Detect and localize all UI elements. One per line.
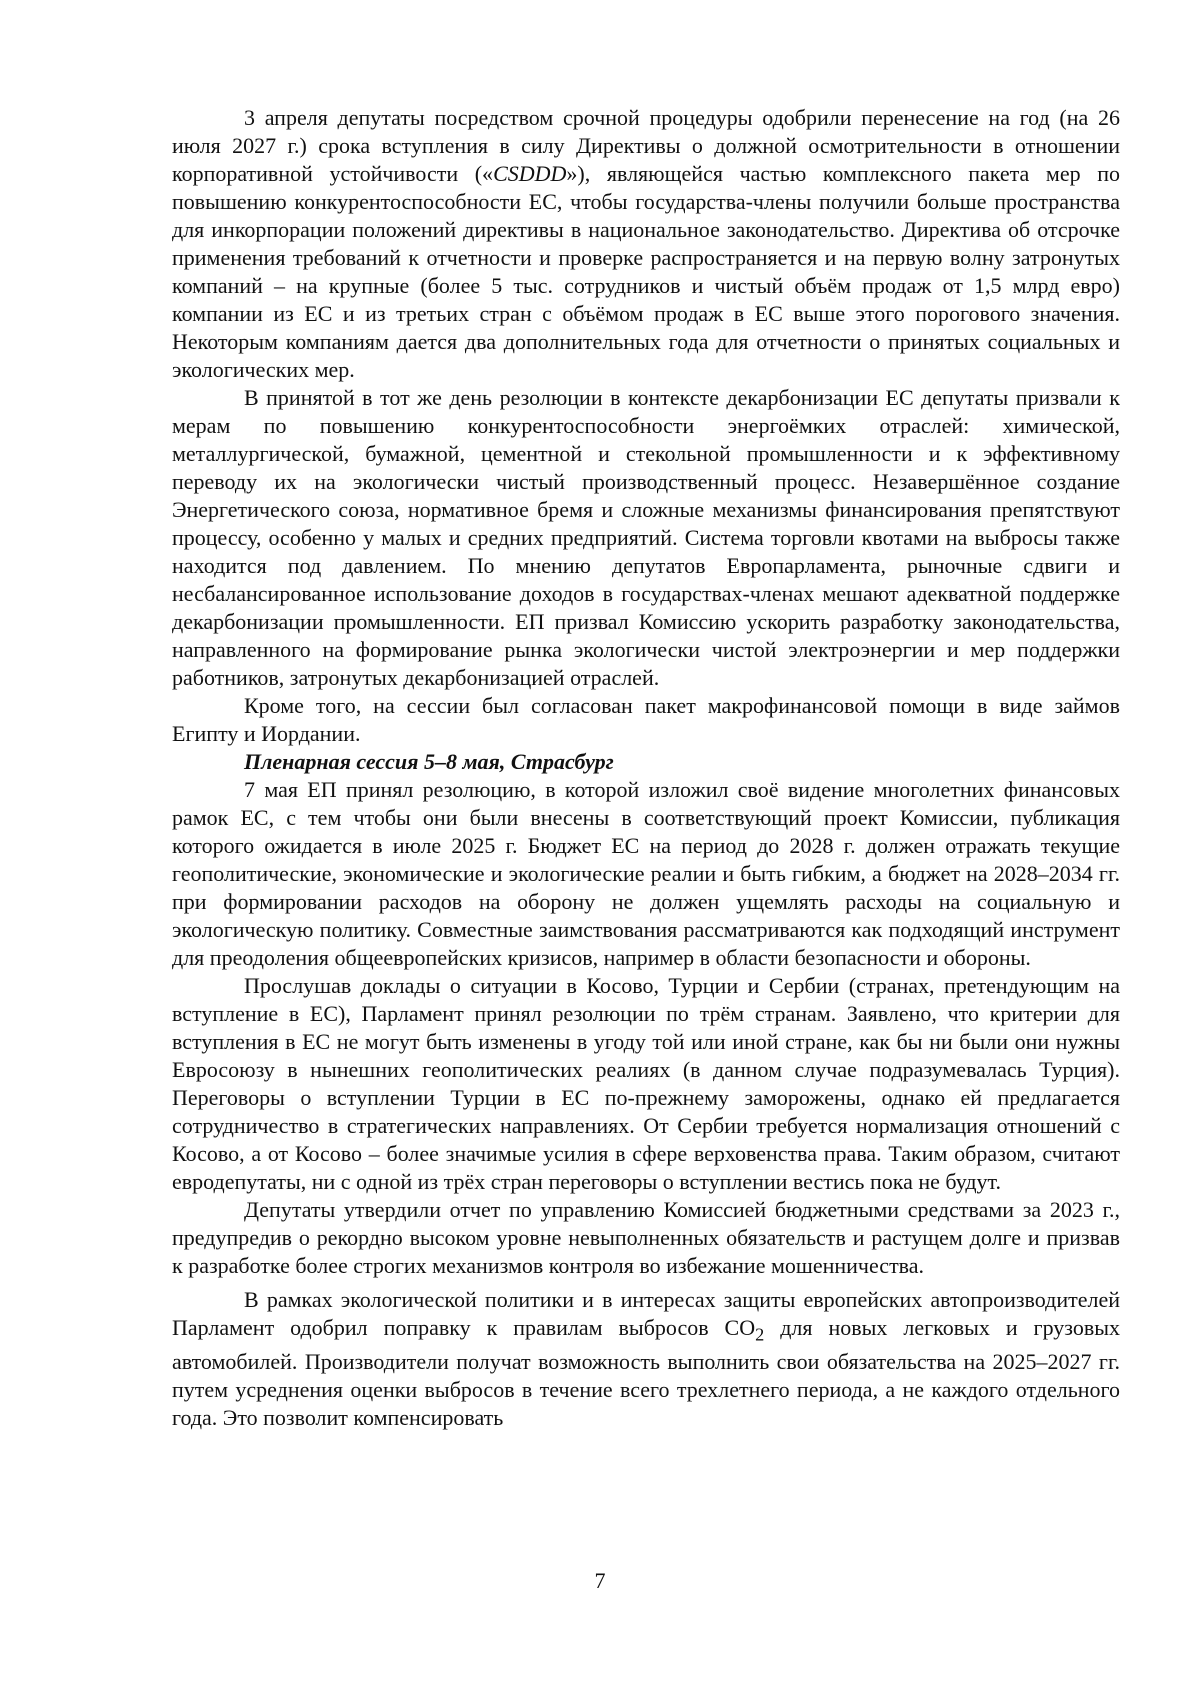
document-body bbox=[172, 104, 1120, 1432]
co2-subscript: 2 bbox=[755, 1324, 765, 1345]
paragraph-csddd bbox=[172, 104, 1120, 384]
paragraph-co2-text-start: В рамках экологической политики и в интересах защиты европейских автопроизводителей Парламент одобрил поправку к правилам выбросов CO bbox=[172, 1287, 1120, 1340]
paragraph-decarbonization: В принятой в тот же день резолюции в контексте декарбонизации ЕС депутаты призвали к мерам по повышению конкурентоспособности энергоёмких отраслей: химической, металлургической, бумажной, цементной и стекольной промышленности и к эффективному переводу их на экологически чистый производственный процесс. Незавершённое создание Энергетического союза, нормативное бремя и сложные механизмы финансирования препятствуют процессу, особенно у малых и средних предприятий. Система торговли квотами на выбросы также находится под давлением. По мнению депутатов Европарламента, рыночные сдвиги и несбалансированное использование доходов в государствах-членах мешают адекватной поддержке декарбонизации промышленности. ЕП призвал Комиссию ускорить разработку законодательства, направленного на формирование рынка экологически чистой электроэнергии и мер поддержки работников, затронутых декарбонизацией отраслей. bbox=[172, 385, 1120, 690]
paragraph-budget-discharge: Депутаты утвердили отчет по управлению Комиссией бюджетными средствами за 2023 г., предупредив о рекордно высоком уровне невыполненных обязательств и растущем долге и призвав к разработке более строгих механизмов контроля во избежание мошенничества. bbox=[172, 1197, 1120, 1278]
paragraph-co2-emissions bbox=[172, 1286, 1120, 1432]
page-number: 7 bbox=[594, 1568, 606, 1593]
paragraph-csddd-text-start: 3 апреля депутаты посредством срочной процедуры одобрили перенесение на год (на 26 июля 2027 г.) срока вступления в силу Директивы о должной осмотрительности в отношении корпоративной устойчивости (« bbox=[172, 105, 1120, 186]
csddd-abbreviation: CSDDD bbox=[493, 161, 567, 186]
paragraph-macrofinancial-aid: Кроме того, на сессии был согласован пакет макрофинансовой помощи в виде займов Египту и Иордании. bbox=[172, 693, 1120, 746]
paragraph-financial-framework: 7 мая ЕП принял резолюцию, в которой изложил своё видение многолетних финансовых рамок ЕС, с тем чтобы они были внесены в соответствующий проект Комиссии, публикация которого ожидается в июле 2025 г. Бюджет ЕС на период до 2028 г. должен отражать текущие геополитические, экономические и экологические реалии и быть гибким, а бюджет на 2028–2034 гг. при формировании расходов на оборону не должен ущемлять расходы на социальную и экологическую политику. Совместные заимствования рассматриваются как подходящий инструмент для преодоления общеевропейских кризисов, например в области безопасности и обороны. bbox=[172, 777, 1120, 970]
paragraph-csddd-text-end: »), являющейся частью комплексного пакета мер по повышению конкурентоспособности ЕС, чтобы государства-члены получили больше пространства для инкорпорации положений директивы в национальное законодательство. Директива об отсрочке применения требований к отчетности и проверке распространяется и на первую волну затронутых компаний – на крупные (более 5 тыс. сотрудников и чистый объём продаж от 1,5 млрд евро) компании из ЕС и из третьих стран с объёмом продаж в ЕС выше этого порогового значения. Некоторым компаниям дается два дополнительных года для отчетности о принятых социальных и экологических мер. bbox=[172, 161, 1120, 382]
section-heading-plenary-session: Пленарная сессия 5–8 мая, Страсбург bbox=[244, 749, 614, 774]
paragraph-co2-text-end: для новых легковых и грузовых автомобилей. Производители получат возможность выполнить свои обязательства на 2025–2027 гг. путем усреднения оценки выбросов в течение всего трехлетнего периода, а не каждого отдельного года. Это позволит компенсировать bbox=[172, 1315, 1121, 1431]
paragraph-enlargement: Прослушав доклады о ситуации в Косово, Турции и Сербии (странах, претендующим на вступление в ЕС), Парламент принял резолюции по трём странам. Заявлено, что критерии для вступления в ЕС не могут быть изменены в угоду той или иной стране, как бы ни были они нужны Евросоюзу в нынешних геополитических реалиях (в данном случае подразумевалась Турция). Переговоры о вступлении Турции в ЕС по-прежнему заморожены, однако ей предлагается сотрудничество в стратегических направлениях. От Сербии требуется нормализация отношений с Косово, а от Косово – более значимые усилия в сфере верховенства права. Таким образом, считают евродепутаты, ни с одной из трёх стран переговоры о вступлении вестись пока не будут. bbox=[172, 973, 1120, 1194]
